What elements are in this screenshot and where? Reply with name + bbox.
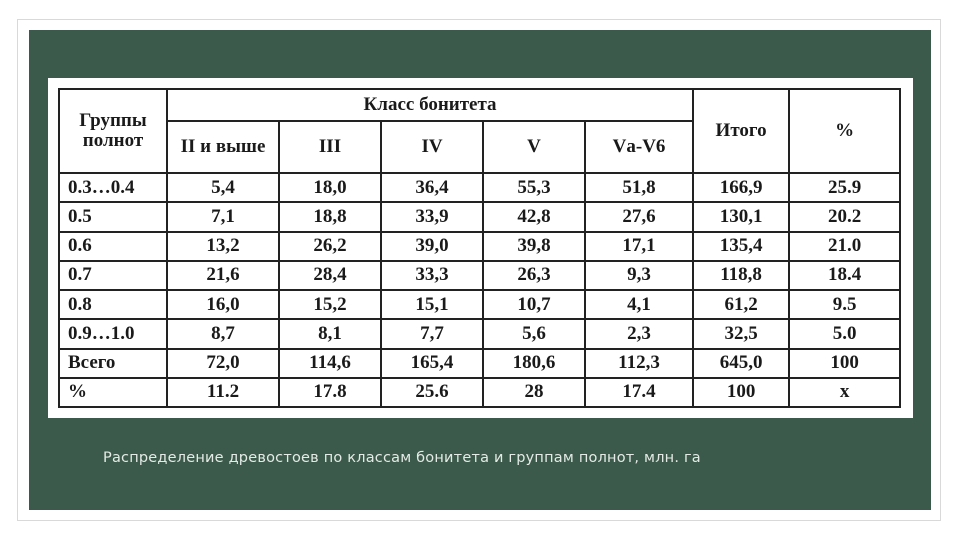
table-cell: 33,3 xyxy=(381,261,483,290)
table-cell: 2,3 xyxy=(585,319,693,348)
table-row xyxy=(59,202,900,231)
header-class-sub: III xyxy=(279,121,381,173)
table-cell: 8,7 xyxy=(167,319,279,348)
header-total-col: Итого xyxy=(693,89,789,173)
table-image xyxy=(48,78,913,418)
header-class-col: Класс бонитета xyxy=(167,89,693,121)
table-row xyxy=(59,319,900,348)
table-cell: 112,3 xyxy=(585,349,693,378)
table-cell: 21.0 xyxy=(789,232,900,261)
table-cell: 26,3 xyxy=(483,261,585,290)
row-label: 0.9…1.0 xyxy=(59,319,167,348)
header-group-col: Группы полнот xyxy=(59,89,167,173)
table-cell: 5,6 xyxy=(483,319,585,348)
table-cell: 39,8 xyxy=(483,232,585,261)
table-cell: 17.8 xyxy=(279,378,381,407)
header-class-sub: II и выше xyxy=(167,121,279,173)
table-cell: 55,3 xyxy=(483,173,585,202)
table-row xyxy=(59,232,900,261)
table-cell: 15,2 xyxy=(279,290,381,319)
table-cell: 18,0 xyxy=(279,173,381,202)
row-label: % xyxy=(59,378,167,407)
table-cell: 4,1 xyxy=(585,290,693,319)
table-cell: 9.5 xyxy=(789,290,900,319)
table-row xyxy=(59,173,900,202)
row-label: 0.3…0.4 xyxy=(59,173,167,202)
header-percent-col: % xyxy=(789,89,900,173)
table-cell: 11.2 xyxy=(167,378,279,407)
table-cell: 51,8 xyxy=(585,173,693,202)
table-cell: 20.2 xyxy=(789,202,900,231)
table-cell: 100 xyxy=(693,378,789,407)
row-label: 0.7 xyxy=(59,261,167,290)
row-label: 0.8 xyxy=(59,290,167,319)
table-cell: 27,6 xyxy=(585,202,693,231)
table-cell: 100 xyxy=(789,349,900,378)
table-cell: 7,7 xyxy=(381,319,483,348)
table-cell: 15,1 xyxy=(381,290,483,319)
table-cell: 5,4 xyxy=(167,173,279,202)
table-cell: 25.6 xyxy=(381,378,483,407)
table-cell: 18.4 xyxy=(789,261,900,290)
table-cell: 25.9 xyxy=(789,173,900,202)
table-cell: 9,3 xyxy=(585,261,693,290)
table-cell: 36,4 xyxy=(381,173,483,202)
table-cell: 5.0 xyxy=(789,319,900,348)
table-cell: 18,8 xyxy=(279,202,381,231)
table-cell: 8,1 xyxy=(279,319,381,348)
table-cell: 28 xyxy=(483,378,585,407)
bonitet-table xyxy=(58,88,901,408)
header-class-sub: IV xyxy=(381,121,483,173)
table-cell: 21,6 xyxy=(167,261,279,290)
slide-panel xyxy=(29,30,931,510)
table-cell: 61,2 xyxy=(693,290,789,319)
table-cell: 42,8 xyxy=(483,202,585,231)
table-cell: 135,4 xyxy=(693,232,789,261)
row-label: 0.6 xyxy=(59,232,167,261)
table-cell: 72,0 xyxy=(167,349,279,378)
table-cell: 16,0 xyxy=(167,290,279,319)
table-row xyxy=(59,290,900,319)
table-cell: 130,1 xyxy=(693,202,789,231)
table-cell: x xyxy=(789,378,900,407)
table-body xyxy=(59,173,900,407)
table-cell: 32,5 xyxy=(693,319,789,348)
table-cell: 10,7 xyxy=(483,290,585,319)
table-row xyxy=(59,261,900,290)
table-cell: 118,8 xyxy=(693,261,789,290)
table-cell: 39,0 xyxy=(381,232,483,261)
slide-caption: Распределение древостоев по классам бонитета и группам полнот, млн. га xyxy=(103,450,701,466)
row-label: Всего xyxy=(59,349,167,378)
table-cell: 165,4 xyxy=(381,349,483,378)
row-label: 0.5 xyxy=(59,202,167,231)
table-row xyxy=(59,349,900,378)
table-cell: 26,2 xyxy=(279,232,381,261)
table-cell: 33,9 xyxy=(381,202,483,231)
table-cell: 166,9 xyxy=(693,173,789,202)
table-cell: 7,1 xyxy=(167,202,279,231)
header-class-sub: Vа-V6 xyxy=(585,121,693,173)
table-cell: 645,0 xyxy=(693,349,789,378)
table-cell: 17,1 xyxy=(585,232,693,261)
table-cell: 28,4 xyxy=(279,261,381,290)
table-row xyxy=(59,378,900,407)
table-cell: 180,6 xyxy=(483,349,585,378)
table-cell: 114,6 xyxy=(279,349,381,378)
header-class-sub: V xyxy=(483,121,585,173)
table-cell: 13,2 xyxy=(167,232,279,261)
table-cell: 17.4 xyxy=(585,378,693,407)
